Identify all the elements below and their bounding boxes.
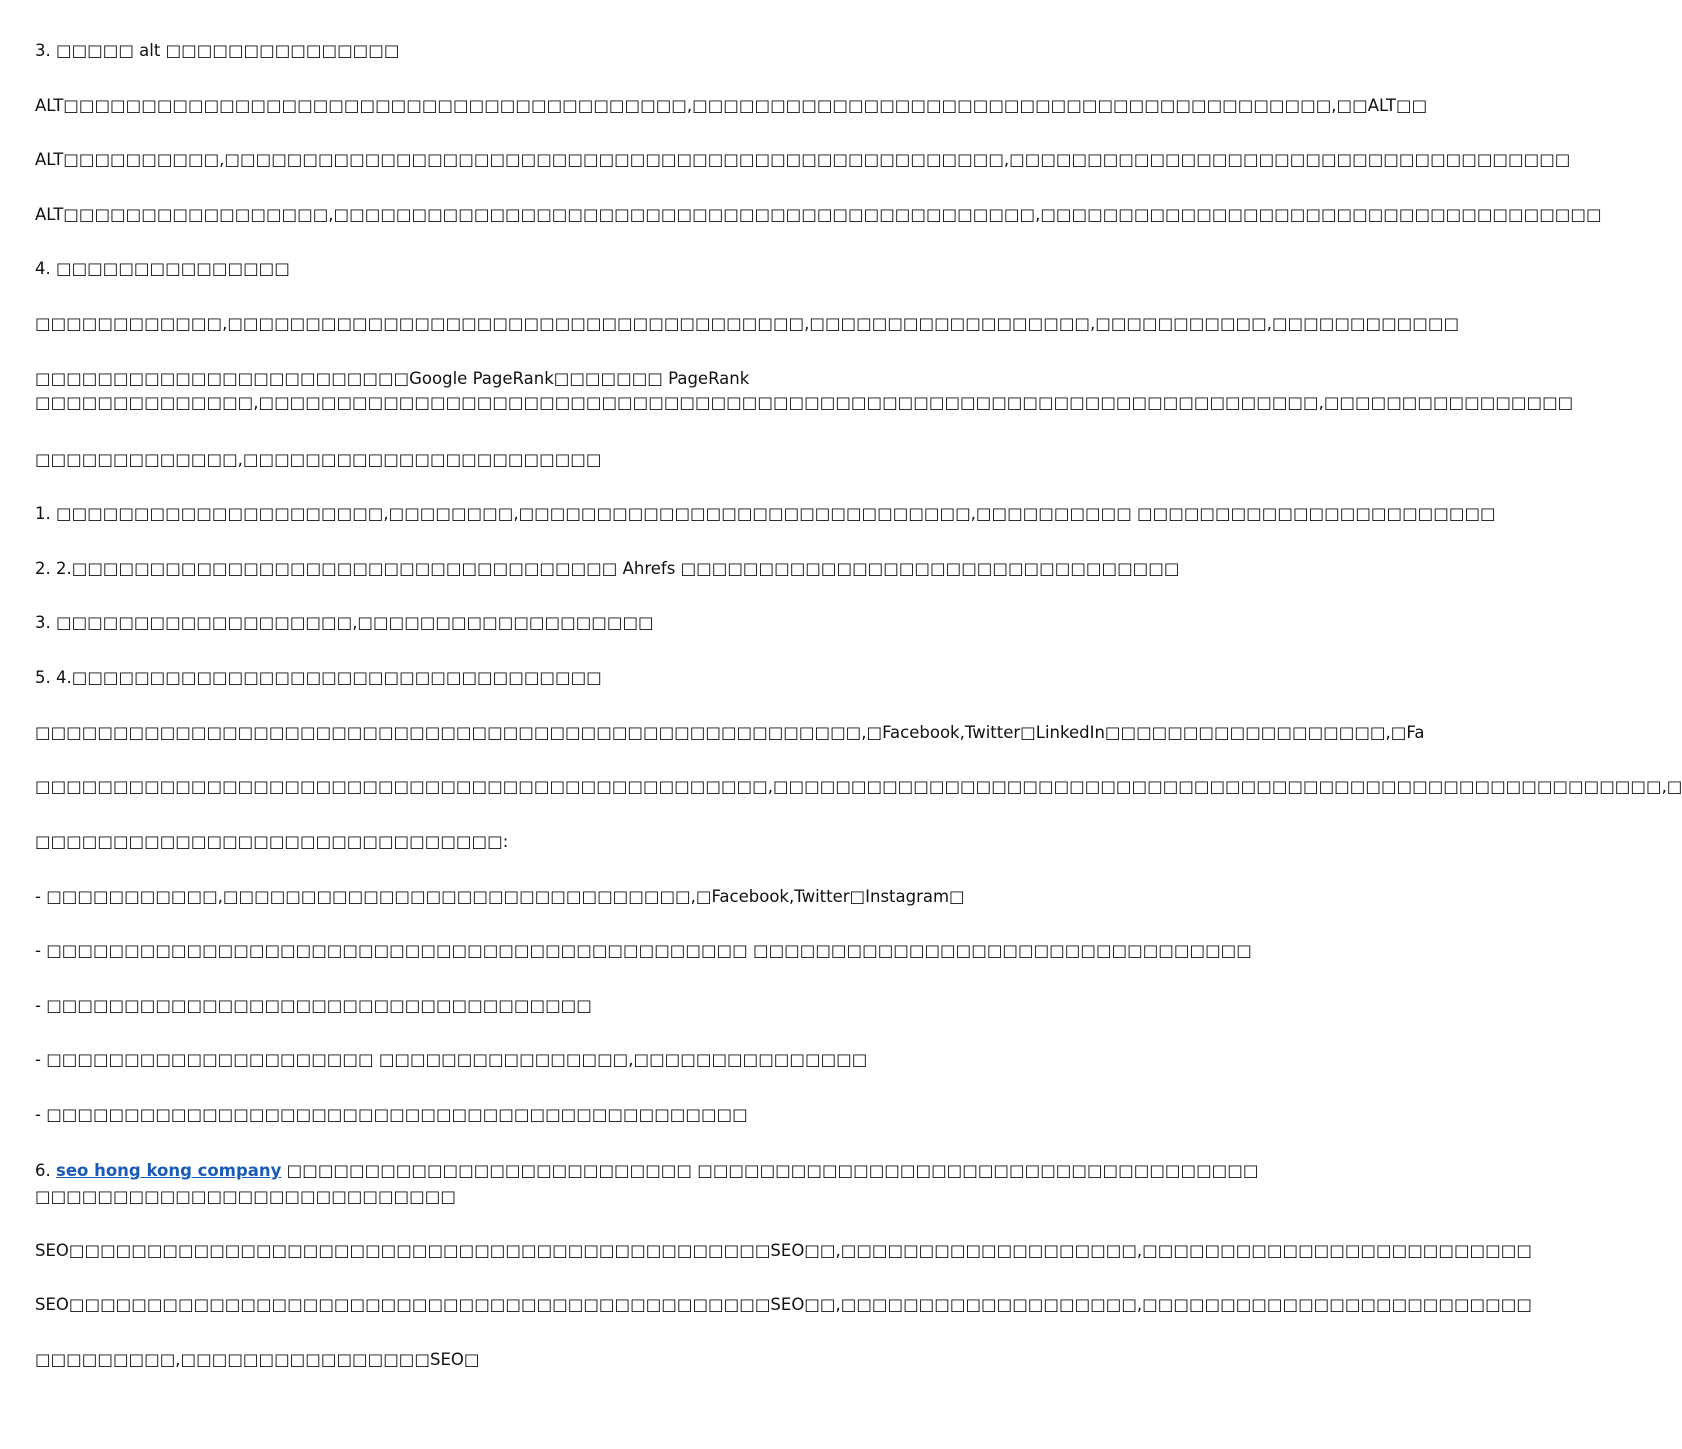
- paragraph: □□□□□□□□□□□□□,□□□□□□□□□□□□□□□□□□□□□□□: [35, 450, 602, 469]
- bullet-item: - □□□□□□□□□□□□□□□□□□□□□□□□□□□□□□□□□□□□□□□□□□□□□: [35, 1105, 748, 1124]
- list-item: 3. □□□□□□□□□□□□□□□□□□□,□□□□□□□□□□□□□□□□□□□: [35, 613, 654, 632]
- paragraph: SEO□□□□□□□□□□□□□□□□□□□□□□□□□□□□□□□□□□□□□□□□□□□□□SEO□□,□□□□□□□□□□□□□□□□□□□,□□□□□□□□□□□□□□□□□□□□□□□□□: [35, 1241, 1532, 1260]
- paragraph: □□□□□□□□□,□□□□□□□□□□□□□□□□SEO□: [35, 1350, 480, 1369]
- bullet-item: - □□□□□□□□□□□,□□□□□□□□□□□□□□□□□□□□□□□□□□□□□□,□Facebook,Twitter□Instagram□: [35, 887, 965, 906]
- section-heading-3: 3. □□□□□ alt □□□□□□□□□□□□□□□: [35, 41, 400, 60]
- heading-prefix: 6.: [35, 1161, 56, 1180]
- list-item: 1. □□□□□□□□□□□□□□□□□□□□□,□□□□□□□□,□□□□□□□□□□□□□□□□□□□□□□□□□□□□□,□□□□□□□□□□ □□□□□□□□□□□□□□□□□□□□□□□: [35, 504, 1496, 523]
- paragraph: SEO□□□□□□□□□□□□□□□□□□□□□□□□□□□□□□□□□□□□□□□□□□□□□SEO□□,□□□□□□□□□□□□□□□□□□□,□□□□□□□□□□□□□□□□□□□□□□□□□: [35, 1295, 1532, 1314]
- paragraph: ALT□□□□□□□□□□□□□□□□□,□□□□□□□□□□□□□□□□□□□□□□□□□□□□□□□□□□□□□□□□□□□□□,□□□□□□□□□□□□□□□□□□□□□□□□□□□□□□□□□□□□: [35, 205, 1602, 224]
- paragraph: □□□□□□□□□□□□,□□□□□□□□□□□□□□□□□□□□□□□□□□□□□□□□□□□□□,□□□□□□□□□□□□□□□□□□,□□□□□□□□□□□,□□□□□□□□□□□□: [35, 314, 1460, 333]
- paragraph: ALT□□□□□□□□□□□□□□□□□□□□□□□□□□□□□□□□□□□□□□□□,□□□□□□□□□□□□□□□□□□□□□□□□□□□□□□□□□□□□□□□□□,□□ALT□□: [35, 96, 1428, 115]
- paragraph-line: □□□□□□□□□□□□□□,□□□□□□□□□□□□□□□□□□□□□□□□□□□□□□□□□□□□□□□□□□□□□□□□□□□□□□□□□□□□□□□□□□□□,□□□□□□□□□□□□□□□□: [35, 393, 1574, 412]
- bullet-item: - □□□□□□□□□□□□□□□□□□□□□□□□□□□□□□□□□□□: [35, 996, 592, 1015]
- section-heading-6: [35, 1160, 1259, 1182]
- seo-company-link[interactable]: seo hong kong company: [56, 1161, 282, 1180]
- section-heading-4: 4. □□□□□□□□□□□□□□□: [35, 259, 290, 278]
- heading-continuation: □□□□□□□□□□□□□□□□□□□□□□□□□□□: [35, 1187, 456, 1206]
- paragraph-line: □□□□□□□□□□□□□□□□□□□□□□□□Google PageRank□□□□□□□ PageRank: [35, 369, 750, 388]
- bullet-item: - □□□□□□□□□□□□□□□□□□□□□ □□□□□□□□□□□□□□□□,□□□□□□□□□□□□□□□: [35, 1050, 868, 1069]
- bullet-item: - □□□□□□□□□□□□□□□□□□□□□□□□□□□□□□□□□□□□□□□□□□□□□ □□□□□□□□□□□□□□□□□□□□□□□□□□□□□□□□: [35, 941, 1252, 960]
- paragraph: □□□□□□□□□□□□□□□□□□□□□□□□□□□□□□:: [35, 832, 509, 851]
- paragraph: □□□□□□□□□□□□□□□□□□□□□□□□□□□□□□□□□□□□□□□□□□□□□□□□□□□□□,□Facebook,Twitter□LinkedIn□□□□□□□□□□□□□□□□□□,□Fa: [35, 723, 1425, 742]
- paragraph: □□□□□□□□□□□□□□□□□□□□□□□□□□□□□□□□□□□□□□□□□□□□□□□,□□□□□□□□□□□□□□□□□□□□□□□□□□□□□□□□□□□□□□□□□□□□□□□□□□□□□□□□□,□: [35, 777, 1682, 796]
- section-heading-5: 5. 4.□□□□□□□□□□□□□□□□□□□□□□□□□□□□□□□□□□: [35, 668, 602, 687]
- list-item: 2. 2.□□□□□□□□□□□□□□□□□□□□□□□□□□□□□□□□□□□ Ahrefs □□□□□□□□□□□□□□□□□□□□□□□□□□□□□□□□: [35, 559, 1180, 578]
- heading-suffix: □□□□□□□□□□□□□□□□□□□□□□□□□□ □□□□□□□□□□□□□□□□□□□□□□□□□□□□□□□□□□□□: [281, 1161, 1259, 1180]
- paragraph: ALT□□□□□□□□□□,□□□□□□□□□□□□□□□□□□□□□□□□□□□□□□□□□□□□□□□□□□□□□□□□□□,□□□□□□□□□□□□□□□□□□□□□□□□□□□□□□□□□□□□: [35, 150, 1571, 169]
